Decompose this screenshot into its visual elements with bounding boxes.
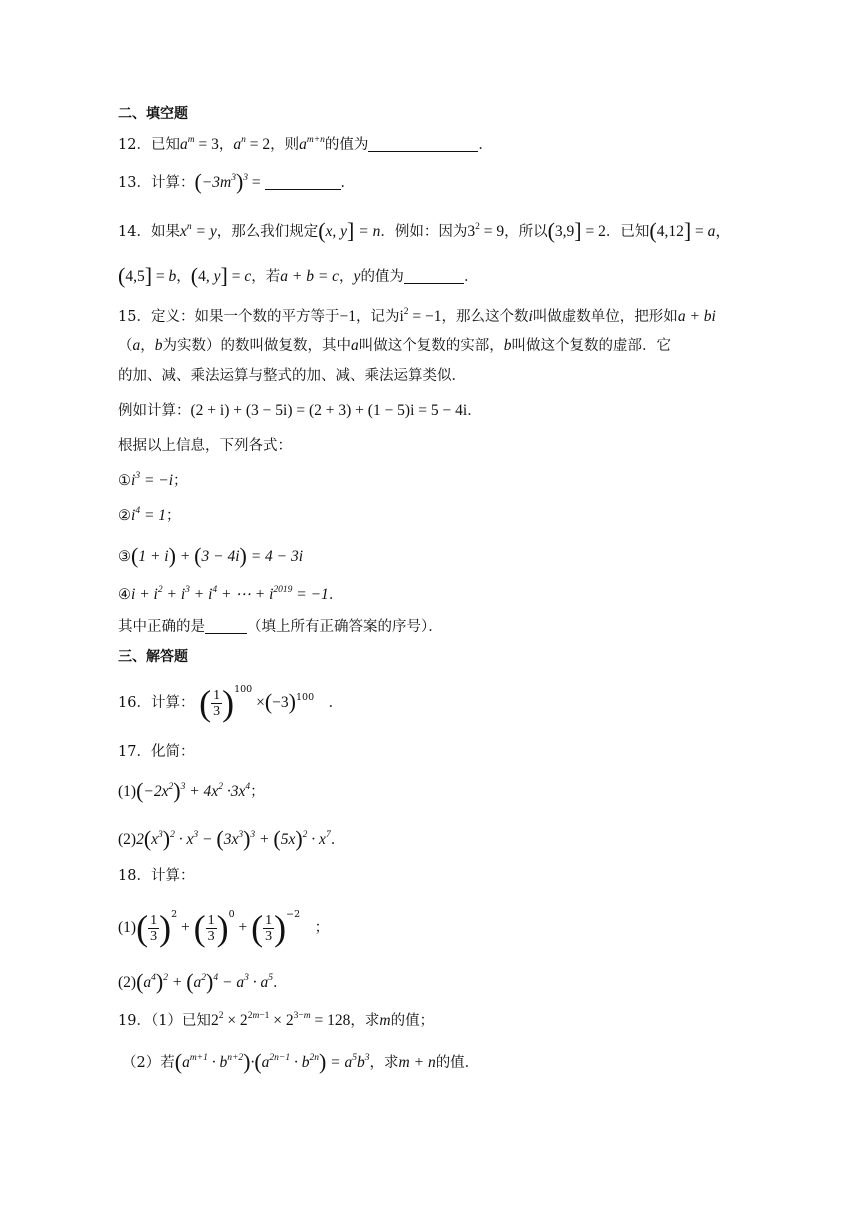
question-number: 16．: [118, 695, 151, 711]
question-number: 13．: [118, 175, 151, 191]
answer-blank[interactable]: [368, 136, 478, 152]
question-19: 19．（1）已知$2^2 \times 2^{2m-1} \times 2^{3-m} = 128$，求m的值；: [118, 1010, 435, 1029]
fraction: $\frac{1}{3}$: [213, 687, 221, 719]
math-expression: $a^m$: [179, 134, 195, 153]
question-16: 16．计算： ( $\frac{1}{3}$ )$^{100} \times(-3)^{100}$ ．: [118, 683, 344, 723]
list-item: ④i + $i^2 + i^3 + i^4$ + ⋯ + $i^{2019} = -1$．: [118, 584, 344, 603]
answer-blank[interactable]: [265, 174, 341, 190]
question-14-continued: (4,5] = b，(4, y] = c，若a + b = c，y的值为 ．: [118, 263, 479, 288]
list-item: ③(1 + i) + (3 − 4i) = 4 − 3i: [118, 543, 304, 568]
question-number: 15．: [118, 309, 151, 325]
worksheet-page: 二、填空题 12．已知$a^m = 3$，$a^n = 2$，则$a^{m+n}$的值为 ． 13．计算：$(-3m^3)^3$ = ． 14．如果$x^n = y$，那么我们规定(x, y] = n．例如：因为$3^2 = 9$，所以(3,9] = 2．已知(4,12] = a， (4,5] = b，(4, y] = c，若a + b = c，y的值为 ． 15．定义：如果一个数的平方等于−1，记为$i^2 = -1$，那么这个数i叫做虚数单位，把形如a + bi （a，b为实数）的数叫做复数，其中a叫做这个复数的实部，b叫做这个复数的虚部．它 的加、减、乘法运算与整式的加、减、乘法运算类似． 例如计算：(2 + i) + (3 − 5i) = (2 + 3) + (1 − 5)i = 5 − 4i． 根据以上信息，下列各式： $①i^3 = -i$； $②i^4 = 1$； ③(1 + i) + (3 − 4i) = 4 − 3i ④i + $i^2 + i^3 + i^4$ + ⋯ + $i^{2019} = -1$． 其中正确的是 （填上所有正确答案的序号）． 三、解答题 16．计算： ( $\frac{1}{3}$ )$^{100} \times(-3)^{100}$ ． 17．化简： $(1)(-2x^2)^3 + 4x^2 \cdot 3x^4$； $(2)2(x^3)^2 \cdot x^3 - (3x^3)^3 + (5x)^2 \cdot x^7$． 18．计算： (1)( $\frac{1}{3}$ )$^2$ + ( $\frac{1}{3}$ )$^0$ + ( $\frac{1}{3}$ )$^{-2}$ ； $(2)(a^4)^2 + (a^2)^4 - a^3 \cdot a^5$． 19．（1）已知$2^2 \times 2^{2m-1} \times 2^{3-m} = 128$，求m的值； （2）若$(a^{m+1} \cdot b^{n+2})\cdot(a^{2n-1} \cdot b^{2n}) = a^5b^3$，求m + n的值．: [118, 106, 731, 1074]
list-item: $②i^4 = 1$；: [118, 505, 181, 524]
math-expression: $(-3m^3)^3$: [194, 169, 249, 194]
answer-blank[interactable]: [205, 618, 247, 634]
question-number: 19．: [118, 1013, 151, 1029]
question-number: 12．: [118, 137, 151, 153]
question-15: 15．定义：如果一个数的平方等于−1，记为$i^2 = -1$，那么这个数i叫做虚数单位，把形如a + bi: [118, 306, 716, 325]
question-14: 14．如果$x^n = y$，那么我们规定(x, y] = n．例如：因为$3^2 = 9$，所以(3,9] = 2．已知(4,12] = a，: [118, 218, 731, 243]
question-18: 18．计算：: [118, 868, 195, 884]
section-heading-fill-in: 二、填空题: [118, 106, 188, 122]
list-item: $①i^3 = -i$；: [118, 470, 188, 489]
question-12: 12．已知$a^m = 3$，$a^n = 2$，则$a^{m+n}$的值为 ．: [118, 134, 493, 153]
section-heading-answer: 三、解答题: [118, 649, 188, 665]
question-number: 14．: [118, 224, 151, 240]
question-17: 17．化简：: [118, 744, 195, 760]
question-13: 13．计算：$(-3m^3)^3$ = ．: [118, 169, 356, 194]
question-number: 17．: [118, 744, 151, 760]
question-number: 18．: [118, 868, 151, 884]
answer-blank[interactable]: [404, 268, 464, 284]
